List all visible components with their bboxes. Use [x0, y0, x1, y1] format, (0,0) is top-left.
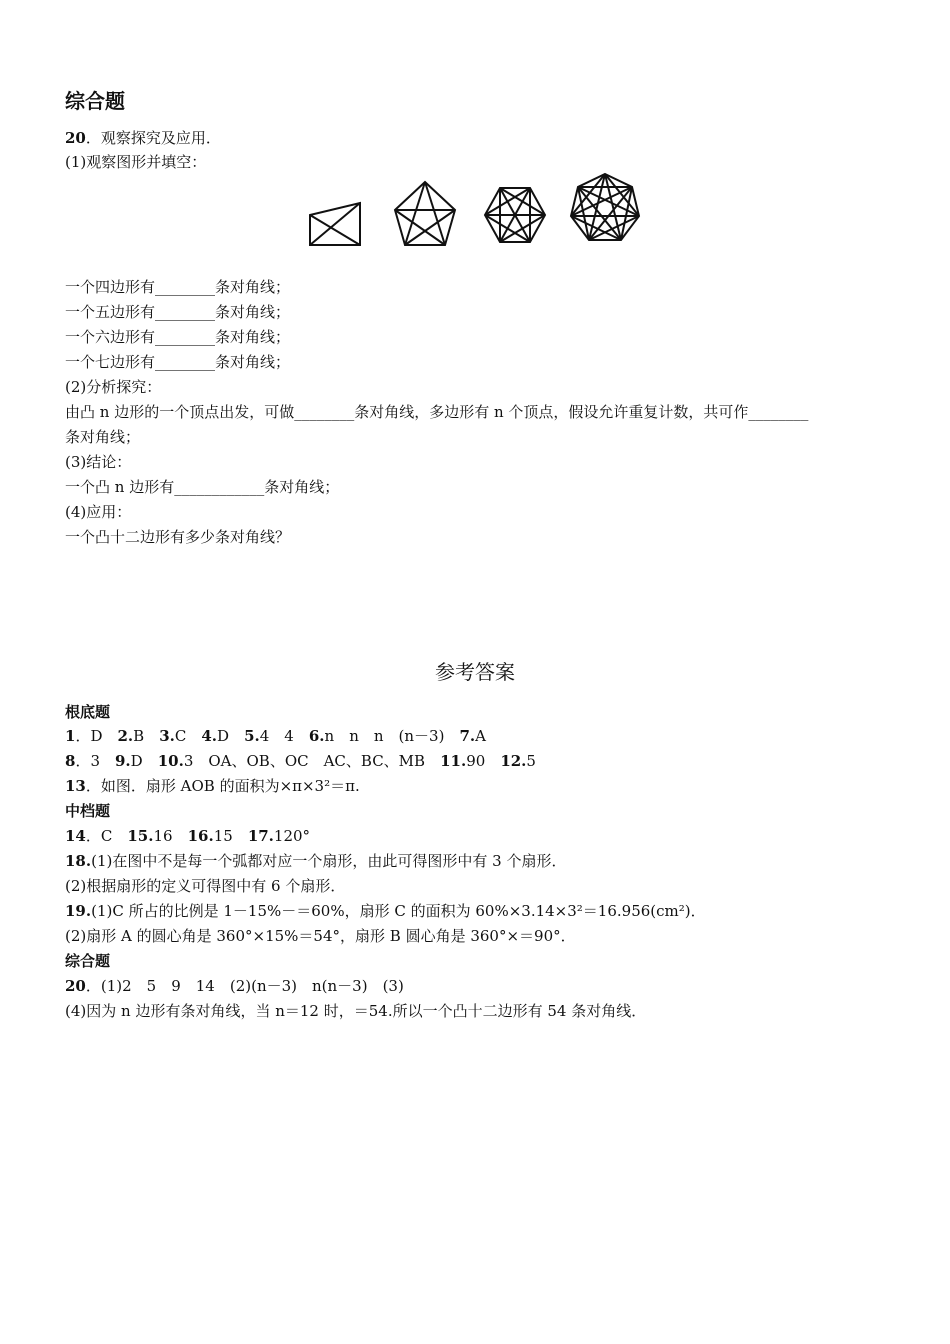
fill-line-quadrilateral: 一个四边形有________条对角线； [65, 278, 291, 296]
hexagon-figure [485, 188, 545, 242]
section-heading-comprehensive-answers: 综合题 [65, 952, 111, 970]
fill-line-hexagon: 一个六边形有________条对角线； [65, 328, 291, 346]
answer-item: 12.5 [500, 752, 536, 770]
answer-item: 6.n n n (n－3) [308, 727, 445, 745]
question-20-title [65, 128, 221, 148]
part-2-text-cont: 条对角线； [65, 428, 141, 446]
part-1-prompt: (1)观察图形并填空： [65, 153, 207, 171]
answer-item: 2.B [117, 727, 145, 745]
fill-line-pentagon: 一个五边形有________条对角线； [65, 303, 291, 321]
fill-line-heptagon: 一个七边形有________条对角线； [65, 353, 291, 371]
answer-item: 4.D [201, 727, 230, 745]
answer-18-part-2: (2)根据扇形的定义可得图中有 6 个扇形． [65, 877, 346, 895]
answer-item: 8．3 [65, 752, 100, 770]
quadrilateral-figure [310, 203, 360, 245]
answer-18-part-1: 18.(1)在图中不是每一个弧都对应一个扇形，由此可得图形中有 3 个扇形． [65, 852, 567, 870]
answer-row-4 [65, 826, 310, 846]
part-3-prompt: (3)结论： [65, 453, 132, 471]
answer-19-part-2: (2)扇形 A 的圆心角是 360°×15%＝54°，扇形 B 圆心角是 360°×＝90°． [65, 927, 576, 945]
answer-item: 16.15 [187, 827, 233, 845]
answer-row-1 [65, 726, 486, 746]
answer-item: 1．D [65, 727, 103, 745]
polygon-diagonal-figures [300, 170, 650, 252]
answer-row-2 [65, 751, 536, 771]
section-heading-medium: 中档题 [65, 802, 111, 820]
answer-item: 7.A [459, 727, 486, 745]
answer-item: 14．C [65, 827, 113, 845]
answer-item: 5.4 4 [244, 727, 294, 745]
part-3-text: 一个凸 n 边形有____________条对角线； [65, 478, 340, 496]
answers-title: 参考答案 [435, 660, 515, 684]
answer-13: 13．如图．扇形 AOB 的面积为×π×3²＝π. [65, 777, 360, 795]
heptagon-figure [571, 174, 639, 240]
question-number: 20 [65, 129, 86, 147]
part-2-text: 由凸 n 边形的一个顶点出发，可做________条对角线，多边形有 n 个顶点，假设允许重复计数，共可作________ [65, 403, 809, 421]
part-2-prompt: (2)分析探究： [65, 378, 162, 396]
answer-20-part-4: (4)因为 n 边形有条对角线，当 n＝12 时，＝54.所以一个凸十二边形有 54 条对角线． [65, 1002, 647, 1020]
section-heading-comprehensive: 综合题 [65, 89, 125, 113]
part-4-prompt: (4)应用： [65, 503, 132, 521]
part-4-text: 一个凸十二边形有多少条对角线？ [65, 528, 291, 546]
answer-19-part-1: 19.(1)C 所占的比例是 1－15%－＝60%，扇形 C 的面积为 60%×3.14×3²＝16.956(cm²)． [65, 902, 706, 920]
question-text: ．观察探究及应用． [85, 129, 221, 147]
pentagon-figure [395, 182, 455, 245]
answer-item: 17.120° [247, 827, 311, 845]
answer-item: 10.3 OA、OB、OC AC、BC、MB [157, 752, 426, 770]
answer-item: 11.90 [440, 752, 486, 770]
answer-item: 9.D [115, 752, 143, 770]
section-heading-basic: 根底题 [65, 703, 111, 721]
answer-20-part-1: 20．(1)2 5 9 14 (2)(n－3) n(n－3) (3) [65, 977, 404, 995]
answer-item: 3.C [159, 727, 187, 745]
answer-item: 15.16 [127, 827, 173, 845]
